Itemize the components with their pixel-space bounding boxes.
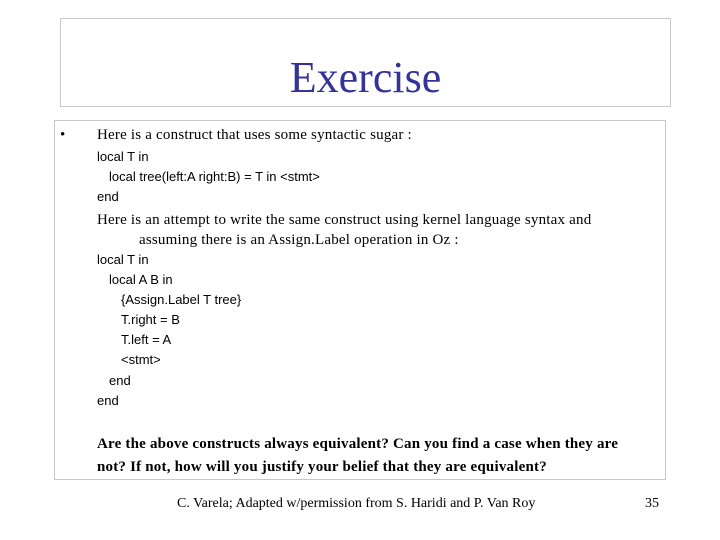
code2-line-8: end: [97, 393, 119, 408]
code2-line-7: end: [109, 373, 131, 388]
code1-line-3: end: [97, 189, 119, 204]
attempt-text-line-1: Here is an attempt to write the same construct using kernel language syntax and: [97, 212, 592, 228]
footer-credit: C. Varela; Adapted w/permission from S. Haridi and P. Van Roy: [177, 496, 536, 511]
intro-text: Here is a construct that uses some syntactic sugar :: [97, 127, 412, 143]
code2-line-6: <stmt>: [121, 352, 161, 367]
attempt-text-line-2: assuming there is an Assign.Label operation in Oz :: [139, 232, 459, 248]
code2-line-2: local A B in: [109, 272, 173, 287]
code2-line-5: T.left = A: [121, 332, 172, 347]
title-frame: [60, 18, 671, 107]
question-line-1: Are the above constructs always equivalent? Can you find a case when they are: [97, 436, 619, 452]
code1-line-1: local T in: [97, 149, 149, 164]
bullet-marker: •: [60, 127, 66, 143]
page-number: 35: [645, 496, 659, 511]
code2-line-3: {Assign.Label T tree}: [121, 292, 242, 307]
code1-line-2: local tree(left:A right:B) = T in <stmt>: [109, 169, 320, 184]
question-line-2: not? If not, how will you justify your belief that they are equivalent?: [97, 459, 547, 475]
code2-line-1: local T in: [97, 252, 149, 267]
code2-line-4: T.right = B: [121, 312, 180, 327]
slide-title: Exercise: [289, 53, 442, 102]
